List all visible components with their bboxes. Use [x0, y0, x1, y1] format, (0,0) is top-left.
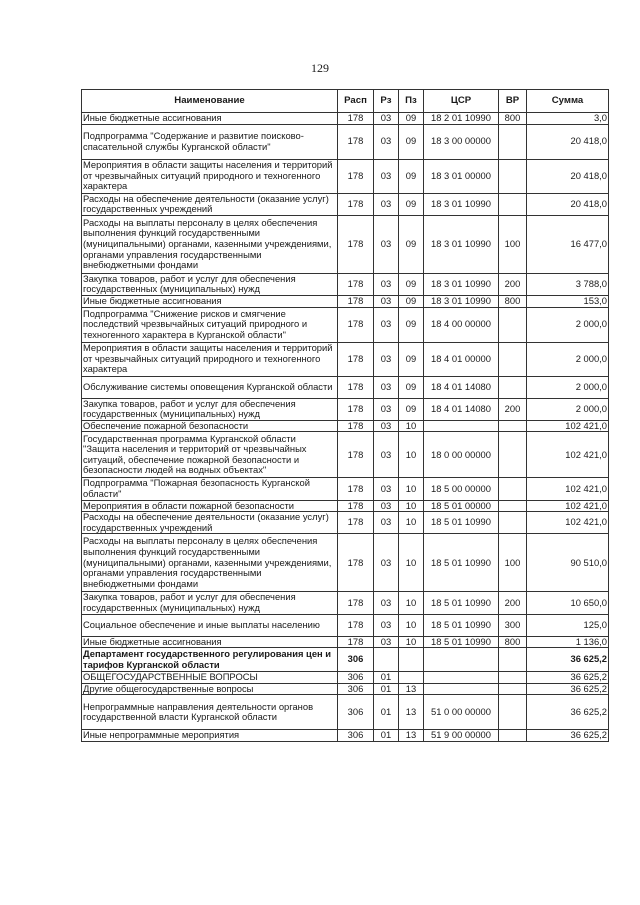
cell-csr: 18 5 00 00000 [424, 478, 499, 500]
cell-rz: 03 [374, 636, 399, 648]
cell-sum: 1 136,0 [527, 636, 609, 648]
cell-rz: 03 [374, 592, 399, 614]
cell-rasp: 178 [338, 342, 374, 376]
cell-sum: 2 000,0 [527, 376, 609, 398]
cell-csr [424, 420, 499, 432]
cell-rz: 01 [374, 672, 399, 684]
cell-pz: 10 [399, 534, 424, 592]
table-row [82, 398, 609, 420]
cell-sum: 2 000,0 [527, 307, 609, 342]
cell-rz: 03 [374, 307, 399, 342]
cell-pz: 10 [399, 614, 424, 636]
cell-pz: 09 [399, 273, 424, 295]
cell-csr: 18 5 01 00000 [424, 500, 499, 512]
cell-vr [499, 695, 527, 730]
cell-rz: 03 [374, 376, 399, 398]
cell-vr [499, 478, 527, 500]
cell-rasp: 306 [338, 683, 374, 695]
cell-rasp: 178 [338, 273, 374, 295]
cell-vr [499, 648, 527, 672]
cell-name: Социальное обеспечение и иные выплаты населению [82, 614, 338, 636]
table-row [82, 730, 609, 742]
cell-rz: 01 [374, 730, 399, 742]
table-row [82, 648, 609, 672]
cell-rz: 03 [374, 478, 399, 500]
cell-sum: 20 418,0 [527, 159, 609, 193]
table-row [82, 113, 609, 125]
cell-vr [499, 342, 527, 376]
table-row [82, 683, 609, 695]
cell-rz: 03 [374, 342, 399, 376]
cell-vr [499, 420, 527, 432]
cell-sum: 36 625,2 [527, 672, 609, 684]
cell-csr: 51 0 00 00000 [424, 695, 499, 730]
table-row [82, 432, 609, 478]
cell-rz: 03 [374, 273, 399, 295]
cell-vr [499, 307, 527, 342]
cell-pz: 09 [399, 295, 424, 307]
cell-sum: 20 418,0 [527, 124, 609, 159]
cell-pz: 09 [399, 193, 424, 215]
cell-rz: 03 [374, 215, 399, 273]
cell-pz: 09 [399, 376, 424, 398]
cell-csr: 18 5 01 10990 [424, 614, 499, 636]
cell-vr: 800 [499, 113, 527, 125]
cell-name: Закупка товаров, работ и услуг для обеспечения государственных (муниципальных) нужд [82, 273, 338, 295]
cell-rasp: 178 [338, 124, 374, 159]
table-row [82, 512, 609, 534]
cell-name: Другие общегосударственные вопросы [82, 683, 338, 695]
cell-pz: 09 [399, 113, 424, 125]
cell-vr: 200 [499, 398, 527, 420]
cell-csr: 18 3 01 10990 [424, 273, 499, 295]
cell-name: Мероприятия в области пожарной безопасности [82, 500, 338, 512]
cell-rasp: 178 [338, 295, 374, 307]
cell-sum: 3 788,0 [527, 273, 609, 295]
table-row [82, 307, 609, 342]
cell-pz: 10 [399, 420, 424, 432]
cell-rasp: 178 [338, 113, 374, 125]
cell-rz: 03 [374, 500, 399, 512]
cell-csr: 18 3 01 00000 [424, 159, 499, 193]
cell-rasp: 306 [338, 648, 374, 672]
header-sum: Сумма [527, 90, 609, 113]
cell-rasp: 178 [338, 614, 374, 636]
cell-rz: 03 [374, 512, 399, 534]
cell-rasp: 178 [338, 512, 374, 534]
cell-csr [424, 672, 499, 684]
cell-pz: 09 [399, 159, 424, 193]
cell-name: Иные непрограммные мероприятия [82, 730, 338, 742]
cell-csr: 18 3 01 10990 [424, 215, 499, 273]
header-rasp: Расп [338, 90, 374, 113]
cell-rasp: 178 [338, 215, 374, 273]
cell-sum: 3,0 [527, 113, 609, 125]
cell-name: Иные бюджетные ассигнования [82, 113, 338, 125]
cell-name: Расходы на выплаты персоналу в целях обеспечения выполнения функций государственными (муниципальными) органами, казенными учреждениями, органами управления государственными внебюджетными фондами [82, 534, 338, 592]
cell-sum: 10 650,0 [527, 592, 609, 614]
cell-rz [374, 648, 399, 672]
cell-sum: 102 421,0 [527, 478, 609, 500]
cell-vr [499, 683, 527, 695]
cell-pz: 13 [399, 695, 424, 730]
cell-name: Обеспечение пожарной безопасности [82, 420, 338, 432]
cell-name: Расходы на обеспечение деятельности (оказание услуг) государственных учреждений [82, 512, 338, 534]
cell-pz: 10 [399, 432, 424, 478]
cell-rasp: 178 [338, 500, 374, 512]
cell-csr: 18 3 00 00000 [424, 124, 499, 159]
cell-sum: 2 000,0 [527, 342, 609, 376]
cell-rasp: 178 [338, 534, 374, 592]
cell-pz [399, 672, 424, 684]
cell-sum: 102 421,0 [527, 500, 609, 512]
cell-vr: 200 [499, 592, 527, 614]
table-row [82, 534, 609, 592]
table-header-row [82, 90, 609, 113]
table-row [82, 215, 609, 273]
cell-rasp: 178 [338, 420, 374, 432]
cell-vr: 100 [499, 215, 527, 273]
cell-rasp: 178 [338, 307, 374, 342]
cell-csr: 18 4 01 00000 [424, 342, 499, 376]
cell-pz: 09 [399, 124, 424, 159]
cell-rz: 01 [374, 683, 399, 695]
header-name: Наименование [82, 90, 338, 113]
table-row [82, 695, 609, 730]
cell-rasp: 306 [338, 672, 374, 684]
cell-sum: 102 421,0 [527, 432, 609, 478]
cell-name: ОБЩЕГОСУДАРСТВЕННЫЕ ВОПРОСЫ [82, 672, 338, 684]
cell-csr: 18 0 00 00000 [424, 432, 499, 478]
header-pz: Пз [399, 90, 424, 113]
cell-rasp: 306 [338, 730, 374, 742]
cell-rz: 01 [374, 695, 399, 730]
cell-vr [499, 672, 527, 684]
table-row [82, 592, 609, 614]
header-csr: ЦСР [424, 90, 499, 113]
header-vr: ВР [499, 90, 527, 113]
table-row [82, 159, 609, 193]
cell-name: Закупка товаров, работ и услуг для обеспечения государственных (муниципальных) нужд [82, 592, 338, 614]
cell-sum: 20 418,0 [527, 193, 609, 215]
cell-name: Подпрограмма "Пожарная безопасность Курганской области" [82, 478, 338, 500]
cell-vr [499, 376, 527, 398]
cell-pz: 09 [399, 342, 424, 376]
cell-name: Непрограммные направления деятельности органов государственной власти Курганской области [82, 695, 338, 730]
cell-vr [499, 193, 527, 215]
cell-csr: 18 5 01 10990 [424, 512, 499, 534]
cell-csr: 18 5 01 10990 [424, 592, 499, 614]
cell-pz: 10 [399, 478, 424, 500]
cell-name: Расходы на обеспечение деятельности (оказание услуг) государственных учреждений [82, 193, 338, 215]
cell-pz: 10 [399, 500, 424, 512]
cell-pz: 10 [399, 636, 424, 648]
cell-name: Обслуживание системы оповещения Курганской области [82, 376, 338, 398]
cell-sum: 153,0 [527, 295, 609, 307]
cell-pz [399, 648, 424, 672]
cell-vr: 800 [499, 295, 527, 307]
cell-pz: 09 [399, 307, 424, 342]
cell-rasp: 178 [338, 376, 374, 398]
table-row [82, 636, 609, 648]
table-body [82, 113, 609, 742]
cell-name: Расходы на выплаты персоналу в целях обеспечения выполнения функций государственными (муниципальными) органами, казенными учреждениями, органами управления государственными внебюджетными фондами [82, 215, 338, 273]
cell-rz: 03 [374, 159, 399, 193]
cell-csr: 18 2 01 10990 [424, 113, 499, 125]
cell-rz: 03 [374, 614, 399, 636]
table-row [82, 295, 609, 307]
cell-name: Департамент государственного регулирования цен и тарифов Курганской области [82, 648, 338, 672]
cell-rz: 03 [374, 398, 399, 420]
cell-pz: 09 [399, 398, 424, 420]
cell-pz: 13 [399, 683, 424, 695]
cell-sum: 102 421,0 [527, 420, 609, 432]
cell-rasp: 178 [338, 478, 374, 500]
page-number: 129 [311, 61, 329, 75]
cell-name: Мероприятия в области защиты населения и территорий от чрезвычайных ситуаций природного и техногенного характера [82, 159, 338, 193]
cell-rasp: 306 [338, 695, 374, 730]
cell-csr: 18 4 01 14080 [424, 398, 499, 420]
cell-csr [424, 683, 499, 695]
cell-pz: 13 [399, 730, 424, 742]
cell-name: Подпрограмма "Снижение рисков и смягчение последствий чрезвычайных ситуаций природного и техногенного характера в Курганской области" [82, 307, 338, 342]
cell-vr [499, 730, 527, 742]
cell-name: Закупка товаров, работ и услуг для обеспечения государственных (муниципальных) нужд [82, 398, 338, 420]
table-row [82, 376, 609, 398]
cell-rasp: 178 [338, 398, 374, 420]
table-row [82, 124, 609, 159]
cell-sum: 36 625,2 [527, 648, 609, 672]
cell-rz: 03 [374, 295, 399, 307]
table-row [82, 273, 609, 295]
budget-table [81, 89, 609, 742]
cell-rz: 03 [374, 193, 399, 215]
cell-csr [424, 648, 499, 672]
cell-vr: 800 [499, 636, 527, 648]
cell-name: Иные бюджетные ассигнования [82, 636, 338, 648]
cell-name: Подпрограмма "Содержание и развитие поисково-спасательной службы Курганской области" [82, 124, 338, 159]
cell-sum: 36 625,2 [527, 730, 609, 742]
cell-name: Государственная программа Курганской области "Защита населения и территорий от чрезвычайных ситуаций, обеспечение пожарной безопасности и безопасности людей на водных объектах" [82, 432, 338, 478]
cell-rasp: 178 [338, 592, 374, 614]
table-row [82, 478, 609, 500]
cell-csr: 18 3 01 10990 [424, 193, 499, 215]
table-row [82, 342, 609, 376]
cell-csr: 18 4 00 00000 [424, 307, 499, 342]
table-row [82, 672, 609, 684]
cell-sum: 125,0 [527, 614, 609, 636]
cell-vr [499, 159, 527, 193]
cell-rz: 03 [374, 432, 399, 478]
cell-rz: 03 [374, 420, 399, 432]
table-row [82, 614, 609, 636]
cell-rasp: 178 [338, 432, 374, 478]
cell-vr [499, 124, 527, 159]
table-row [82, 420, 609, 432]
cell-sum: 90 510,0 [527, 534, 609, 592]
cell-sum: 102 421,0 [527, 512, 609, 534]
cell-csr: 18 4 01 14080 [424, 376, 499, 398]
cell-rz: 03 [374, 534, 399, 592]
cell-csr: 51 9 00 00000 [424, 730, 499, 742]
cell-rasp: 178 [338, 193, 374, 215]
table-row [82, 193, 609, 215]
cell-name: Мероприятия в области защиты населения и территорий от чрезвычайных ситуаций природного и техногенного характера [82, 342, 338, 376]
cell-csr: 18 5 01 10990 [424, 636, 499, 648]
cell-vr [499, 432, 527, 478]
cell-pz: 09 [399, 215, 424, 273]
cell-pz: 10 [399, 512, 424, 534]
cell-csr: 18 5 01 10990 [424, 534, 499, 592]
cell-vr: 300 [499, 614, 527, 636]
cell-rasp: 178 [338, 636, 374, 648]
cell-rasp: 178 [338, 159, 374, 193]
cell-rz: 03 [374, 113, 399, 125]
cell-vr: 200 [499, 273, 527, 295]
cell-rz: 03 [374, 124, 399, 159]
cell-sum: 2 000,0 [527, 398, 609, 420]
cell-vr [499, 500, 527, 512]
cell-sum: 36 625,2 [527, 695, 609, 730]
cell-sum: 16 477,0 [527, 215, 609, 273]
cell-csr: 18 3 01 10990 [424, 295, 499, 307]
cell-vr [499, 512, 527, 534]
cell-pz: 10 [399, 592, 424, 614]
cell-name: Иные бюджетные ассигнования [82, 295, 338, 307]
cell-sum: 36 625,2 [527, 683, 609, 695]
table-row [82, 500, 609, 512]
cell-vr: 100 [499, 534, 527, 592]
header-rz: Рз [374, 90, 399, 113]
